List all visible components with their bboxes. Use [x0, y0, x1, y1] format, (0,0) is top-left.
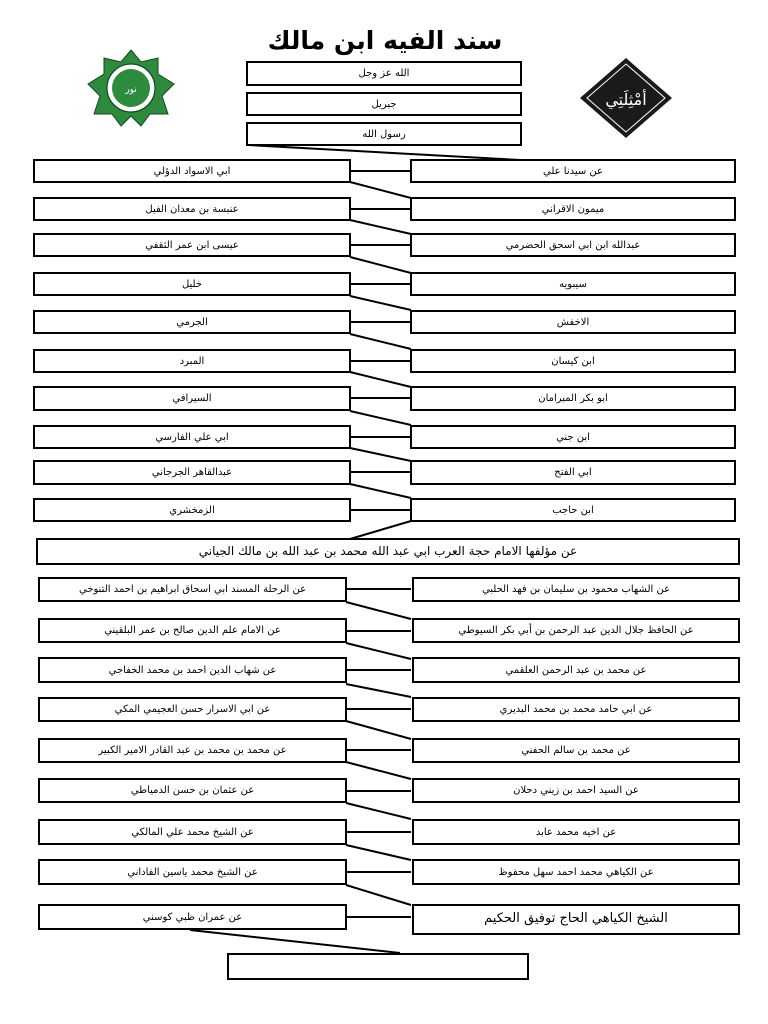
- chain-box-right: ابن جني: [410, 425, 736, 449]
- chain-box-left: عن ابي الاسرار حسن العجيمي المكي: [38, 697, 347, 722]
- chain-box-right: عن محمد بن عبد الرحمن العلقمي: [412, 657, 740, 683]
- chain-box-right: عن ابي حامد محمد بن محمد البديري: [412, 697, 740, 722]
- chain-box-right: ابو بكر المبرامان: [410, 386, 736, 411]
- chain-box-right: عن محمد بن سالم الحفني: [412, 738, 740, 763]
- pesantren-logo-icon: [86, 48, 176, 128]
- page-title: سند الفيه ابن مالك: [267, 26, 503, 55]
- chain-box-right: ابي الفتح: [410, 460, 736, 485]
- svg-text:أمْثِلَتِي: أمْثِلَتِي: [605, 90, 647, 109]
- chain-box-jibril: جبريل: [246, 92, 522, 116]
- chain-box-left: عن الرحلة المسند ابي اسحاق ابراهيم بن احمد التنوخي: [38, 577, 347, 602]
- svg-text:نور: نور: [125, 85, 137, 95]
- chain-box-right: سيبويه: [410, 272, 736, 296]
- chain-box-left: خليل: [33, 272, 351, 296]
- chain-box-right: الاخفش: [410, 310, 736, 334]
- chain-box-left: المبرد: [33, 349, 351, 373]
- chain-box-right: عن الشهاب محمود بن سليمان بن فهد الحلبي: [412, 577, 740, 602]
- chain-box-right: عن الكياهي محمد احمد سهل محفوظ: [412, 859, 740, 885]
- chain-box-right: عبدالله ابن ابي اسحق الحضرمي: [410, 233, 736, 257]
- chain-box-left: عنبسة بن معدان الفيل: [33, 197, 351, 221]
- chain-box-left: عن عمران ظبي كوسني: [38, 904, 347, 930]
- chain-box-left: عن شهاب الدين احمد بن محمد الخفاجي: [38, 657, 347, 683]
- chain-box-left: الجرمي: [33, 310, 351, 334]
- chain-box-left: عبدالقاهر الجرجاني: [33, 460, 351, 485]
- chain-box-left: عن الشيخ محمد علي المالكي: [38, 819, 347, 845]
- chain-box-left: عن عثمان بن حسن الدمياطي: [38, 778, 347, 803]
- chain-box-left: ابي الاسواد الدؤلي: [33, 159, 351, 183]
- chain-box-right: ابن حاجب: [410, 498, 736, 522]
- chain-box-left: عن الامام علم الدين صالح بن عمر البلقيني: [38, 618, 347, 643]
- chain-box-rasul: رسول الله: [246, 122, 522, 146]
- chain-box-left: الزمخشري: [33, 498, 351, 522]
- chain-box-allah: الله عز وجل: [246, 61, 522, 86]
- amthilati-logo-icon: [578, 56, 674, 140]
- chain-box-left: السيرافي: [33, 386, 351, 411]
- author-box: عن مؤلفها الامام حجة العرب ابي عبد الله محمد بن عبد الله بن مالك الجياني: [36, 538, 740, 565]
- chain-box-right: عن السيد احمد بن زيني دحلان: [412, 778, 740, 803]
- chain-box-left: ابي علي الفارسي: [33, 425, 351, 449]
- chain-box-right: الشيخ الكياهي الحاج توفيق الحكيم: [412, 904, 740, 935]
- chain-box-left: عن الشيخ محمد ياسين الفاداني: [38, 859, 347, 885]
- chain-box-right: عن الحافظ جلال الدين عبد الرحمن بن أبي بكر السيوطي: [412, 618, 740, 643]
- chain-box-left: عن محمد بن محمد بن عبد القادر الامير الكبير: [38, 738, 347, 763]
- chain-box-right: عن سيدنا علي: [410, 159, 736, 183]
- chain-box-right: ابن كيسان: [410, 349, 736, 373]
- chain-box-right: عن اخيه محمد عابد: [412, 819, 740, 845]
- final-empty-box: [227, 953, 529, 980]
- chain-box-right: ميمون الاقراني: [410, 197, 736, 221]
- chain-box-left: عيسى ابن عمر الثقفي: [33, 233, 351, 257]
